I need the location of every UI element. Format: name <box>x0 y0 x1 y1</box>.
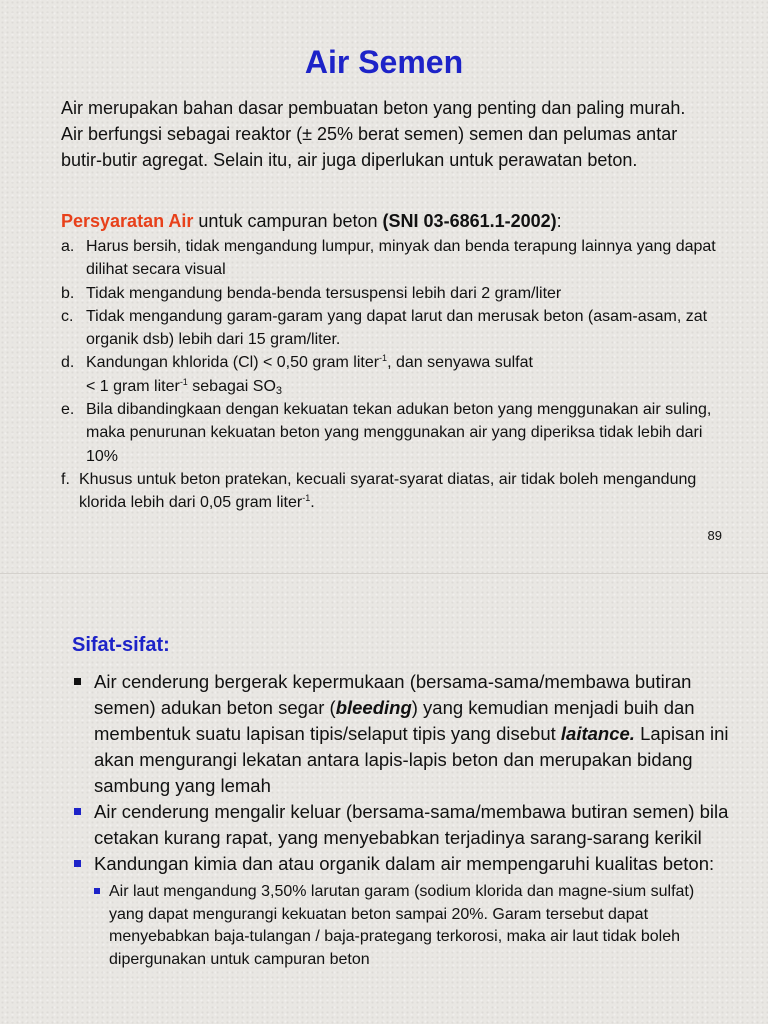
requirement-item <box>61 305 721 352</box>
superscript: -1 <box>179 376 188 387</box>
requirement-item <box>61 468 721 515</box>
requirement-letter: d. <box>61 354 75 372</box>
square-bullet-icon <box>72 851 94 877</box>
square-bullet-icon <box>72 669 94 799</box>
bullet-text: Kandungan kimia dan atau organik dalam air mempengaruhi kualitas beton: <box>94 853 715 874</box>
requirement-text: Harus bersih, tidak mengandung lumpur, minyak dan benda terapung lainnya yang dapat dilihat secara visual <box>86 238 716 279</box>
requirements-heading <box>61 208 721 234</box>
requirement-text-part: sebagai SO <box>187 377 276 395</box>
subscript: 3 <box>275 384 283 397</box>
requirement-letter: c. <box>61 307 74 325</box>
requirements-list <box>61 235 721 515</box>
requirement-item <box>61 398 721 468</box>
bullet-text-part: ) yang kemudian menjadi buih dan membentuk suatu lapisan tipis/selaput tipis yang disebut <box>94 697 695 744</box>
requirement-letter: a. <box>61 238 75 255</box>
requirement-text-part: . <box>310 494 315 512</box>
requirement-item <box>61 235 721 282</box>
section-heading: Sifat-sifat: <box>72 634 170 656</box>
requirement-text-part: Kandungan khlorida (Cl) < 0,50 gram liter <box>86 354 380 372</box>
bullet-item <box>72 669 732 799</box>
sub-bullet-item <box>92 881 732 971</box>
requirements-heading-red: Persyaratan Air <box>61 211 194 231</box>
requirement-text-part: < 1 gram liter <box>86 377 180 395</box>
superscript: -1 <box>379 353 388 364</box>
bullet-list <box>72 669 732 971</box>
page-number: 89 <box>707 528 722 543</box>
bullet-text-part: Lapisan ini akan mengurangi lekatan antara lapis-lapis beton dan merupakan bidang sambung yang lemah <box>94 723 729 796</box>
bullet-item <box>72 851 732 877</box>
requirement-text: Bila dibandingkaan dengan kekuatan tekan adukan beton yang menggunakan air suling, maka penurunan kekuatan beton yang menggunakan air yang diperiksa tidak lebih dari 10% <box>86 401 712 465</box>
requirements-heading-standard: (SNI 03-6861.1-2002) <box>382 211 557 231</box>
requirement-text-part: , dan senyawa sulfat <box>387 354 533 372</box>
requirement-text-part: Khusus untuk beton pratekan, kecuali syarat-syarat diatas, air tidak boleh mengandung klorida lebih dari 0,05 gram liter <box>79 470 697 512</box>
intro-paragraph: Air merupakan bahan dasar pembuatan beton yang penting dan paling murah. Air berfungsi sebagai reaktor (± 25% berat semen) semen dan pelumas antar butir-butir agregat. Selain itu, air juga diperlukan untuk perawatan beton. <box>61 98 686 170</box>
bullet-text: Air cenderung mengalir keluar (bersama-sama/membawa butiran semen) bila cetakan kurang rapat, yang menyebabkan terjadinya sarang-sarang kerikil <box>94 801 729 848</box>
requirement-text <box>79 468 721 515</box>
requirement-letter: b. <box>61 284 75 302</box>
requirements-heading-mid: untuk campuran beton <box>193 211 383 231</box>
slide-title: Air Semen <box>304 44 464 80</box>
requirement-text: Tidak mengandung benda-benda tersuspensi lebih dari 2 gram/liter <box>86 284 562 302</box>
slide-divider <box>0 573 768 574</box>
slide-sifat-sifat <box>0 575 768 1024</box>
square-bullet-icon <box>92 881 109 971</box>
square-bullet-icon <box>72 799 94 851</box>
sub-bullet-text: Air laut mengandung 3,50% larutan garam (sodium klorida dan magne-sium sulfat) yang dapat mengurangi kekuatan beton sampai 20%. Garam tersebut dapat menyebabkan baja-tulangan / baja-prategang terkorosi, maka air laut tidak boleh dipergunakan untuk campuran beton <box>109 883 695 968</box>
requirement-item <box>61 282 721 305</box>
bullet-item <box>72 799 732 851</box>
requirements-heading-end: : <box>556 211 562 231</box>
bullet-text <box>94 669 732 799</box>
requirement-text <box>86 351 721 398</box>
requirement-letter: e. <box>61 401 75 419</box>
requirement-text: Tidak mengandung garam-garam yang dapat larut dan merusak beton (asam-asam, zat organik dsb) lebih dari 15 gram/liter. <box>86 307 708 349</box>
term-bleeding: bleeding <box>335 697 412 718</box>
term-laitance: laitance. <box>560 723 635 744</box>
sub-bullet-list <box>92 881 732 971</box>
requirement-letter: f. <box>61 470 70 488</box>
bullet-text-part: Air cenderung bergerak kepermukaan (bersama-sama/membawa butiran semen) adukan beton segar ( <box>94 671 692 718</box>
requirement-item <box>61 351 721 398</box>
superscript: -1 <box>302 493 311 504</box>
